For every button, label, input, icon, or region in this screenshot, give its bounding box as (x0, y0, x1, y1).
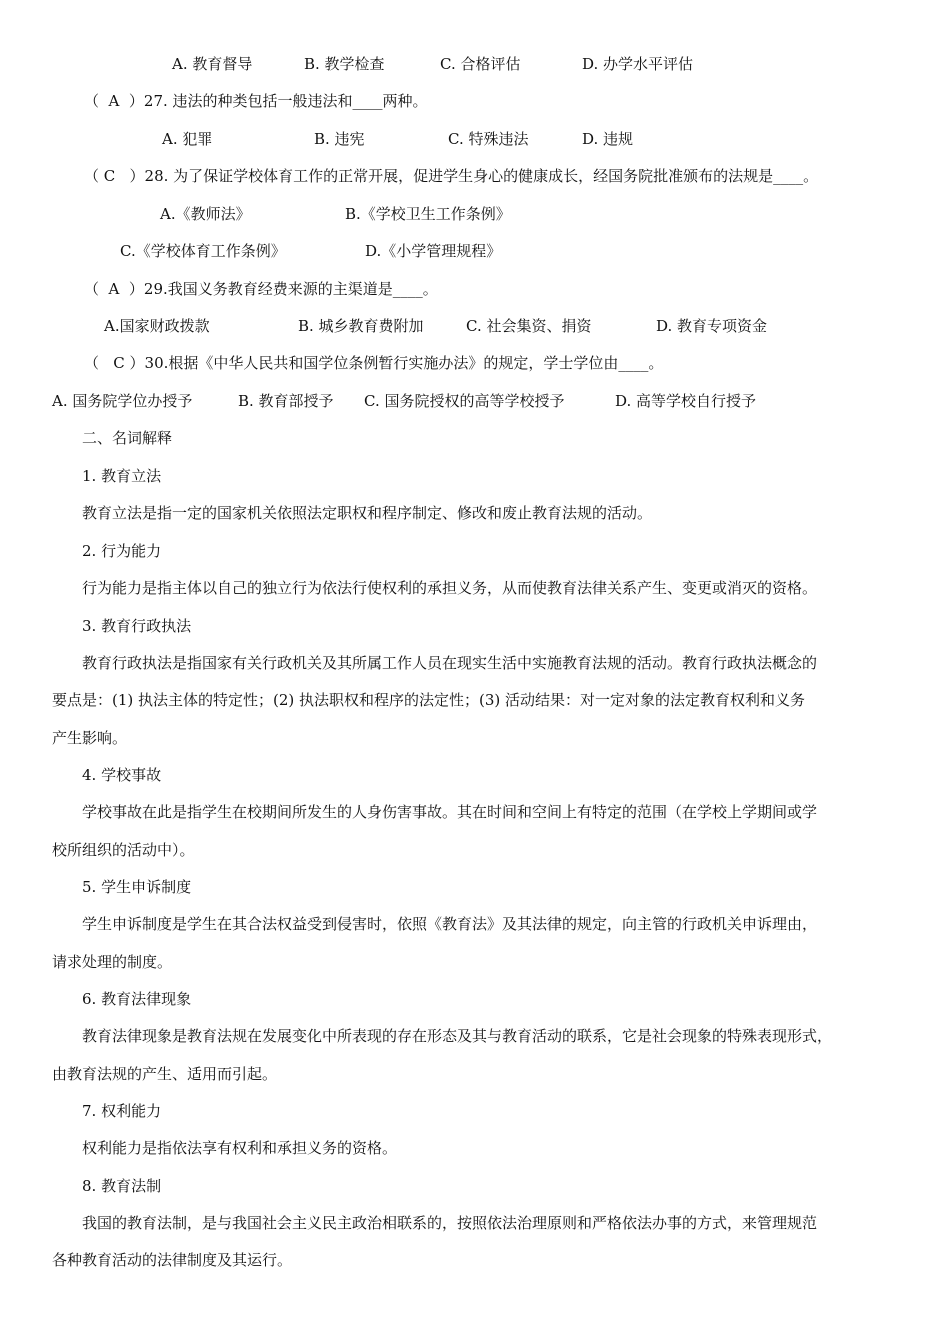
term-definition-line: 产生影响。 (52, 729, 128, 747)
term-heading: 3. 教育行政执法 (82, 617, 192, 635)
term-definition-line: 教育行政执法是指国家有关行政机关及其所属工作人员在现实生活中实施教育法规的活动。教育行政执法概念的 (82, 654, 818, 672)
q29-stem: （ A ）29.我国义务教育经费来源的主渠道是____。 (84, 280, 438, 298)
term-definition-line: 我国的教育法制，是与我国社会主义民主政治相联系的，按照依法治理原则和严格依法办事的方式，来管理规范 (82, 1214, 818, 1232)
section-title: 二、名词解释 (82, 429, 173, 447)
q26-option-c: C. 合格评估 (440, 55, 521, 73)
q28-option-a: A.《教师法》 (160, 205, 251, 223)
term-definition-line: 权利能力是指依法享有权利和承担义务的资格。 (82, 1139, 398, 1157)
term-definition-line: 教育法律现象是教育法规在发展变化中所表现的存在形态及其与教育活动的联系，它是社会现象的特殊表现形式， (82, 1027, 833, 1045)
term-heading: 6. 教育法律现象 (82, 990, 192, 1008)
q27-option-a: A. 犯罪 (162, 130, 213, 148)
q30-option-d: D. 高等学校自行授予 (615, 392, 757, 410)
q27-option-b: B. 违宪 (314, 130, 365, 148)
term-heading: 2. 行为能力 (82, 542, 162, 560)
q29-option-d: D. 教育专项资金 (656, 317, 768, 335)
q28-option-d: D.《小学管理规程》 (365, 242, 502, 260)
q28-stem: （ C ）28. 为了保证学校体育工作的正常开展，促进学生身心的健康成长，经国务院批准颁布的法规是____。 (84, 167, 819, 185)
term-definition-line: 学校事故在此是指学生在校期间所发生的人身伤害事故。其在时间和空间上有特定的范围（在学校上学期间或学 (82, 803, 818, 821)
q27-option-c: C. 特殊违法 (448, 130, 529, 148)
term-definition-line: 由教育法规的产生、适用而引起。 (52, 1065, 278, 1083)
term-definition-line: 校所组织的活动中）。 (52, 841, 195, 859)
q27-stem: （ A ）27. 违法的种类包括一般违法和____两种。 (84, 92, 428, 110)
q29-option-c: C. 社会集资、捐资 (466, 317, 592, 335)
term-heading: 1. 教育立法 (82, 467, 162, 485)
term-definition-line: 请求处理的制度。 (52, 953, 173, 971)
term-definition-line: 要点是：(1) 执法主体的特定性；(2) 执法职权和程序的法定性；(3) 活动结果：对一定对象的法定教育权利和义务 (52, 691, 806, 709)
q26-option-b: B. 教学检查 (304, 55, 385, 73)
q29-option-b: B. 城乡教育费附加 (298, 317, 424, 335)
q27-option-d: D. 违规 (582, 130, 634, 148)
q26-option-d: D. 办学水平评估 (582, 55, 694, 73)
term-definition-line: 学生申诉制度是学生在其合法权益受到侵害时，依照《教育法》及其法律的规定，向主管的行政机关申诉理由， (82, 915, 818, 933)
term-heading: 8. 教育法制 (82, 1177, 162, 1195)
term-definition-line: 教育立法是指一定的国家机关依照法定职权和程序制定、修改和废止教育法规的活动。 (82, 504, 653, 522)
q30-stem: （ C ）30.根据《中华人民共和国学位条例暂行实施办法》的规定，学士学位由____。 (84, 354, 664, 372)
term-definition-line: 行为能力是指主体以自己的独立行为依法行使权利的承担义务，从而使教育法律关系产生、变更或消灭的资格。 (82, 579, 818, 597)
q30-option-a: A. 国务院学位办授予 (52, 392, 193, 410)
q30-option-c: C. 国务院授权的高等学校授予 (364, 392, 565, 410)
q28-option-b: B.《学校卫生工作条例》 (345, 205, 511, 223)
q26-option-a: A. 教育督导 (172, 55, 253, 73)
term-definition-line: 各种教育活动的法律制度及其运行。 (52, 1251, 293, 1269)
term-heading: 5. 学生申诉制度 (82, 878, 192, 896)
q29-option-a: A.国家财政拨款 (104, 317, 210, 335)
q30-option-b: B. 教育部授予 (238, 392, 334, 410)
term-heading: 4. 学校事故 (82, 766, 162, 784)
q28-option-c: C.《学校体育工作条例》 (120, 242, 286, 260)
term-heading: 7. 权利能力 (82, 1102, 162, 1120)
